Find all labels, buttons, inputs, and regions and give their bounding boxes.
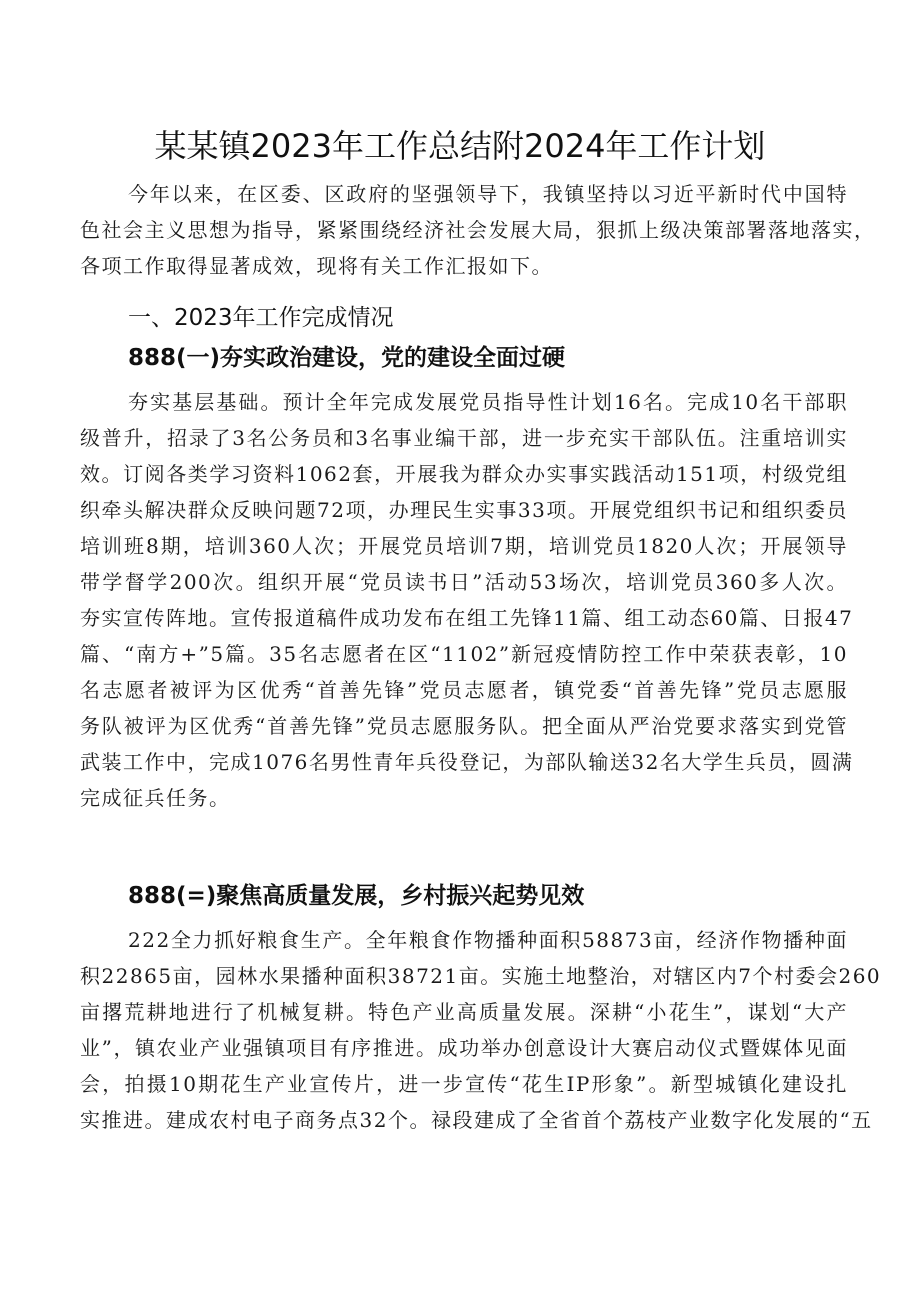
text-line: 积22865亩，园林水果播种面积38721亩。实施土地整治，对辖区内7个村委会260 xyxy=(80,964,882,988)
text-line: 完成征兵任务。 xyxy=(80,786,231,810)
text-line: 带学督学200次。组织开展“党员读书日”活动53场次，培训党员360多人次。 xyxy=(80,570,848,594)
text-line: 夯实宣传阵地。宣传报道稿件成功发布在组工先锋11篇、组工动态60篇、日报47 xyxy=(80,606,854,630)
section-heading: 一、2023年工作完成情况 xyxy=(128,305,394,331)
subsection-heading: 888(=)聚焦高质量发展，乡村振兴起势见效 xyxy=(128,883,585,909)
text-line: 会，拍摄10期花生产业宣传片，进一步宣传“花生IP形象”。新型城镇化建设扎 xyxy=(80,1072,848,1096)
text-line: 业”，镇农业产业强镇项目有序推进。成功举办创意设计大赛启动仪式暨媒体见面 xyxy=(80,1036,848,1060)
intro-paragraph xyxy=(80,176,876,284)
text-line: 今年以来，在区委、区政府的坚强领导下，我镇坚持以习近平新时代中国特 xyxy=(128,182,848,206)
text-line: 实推进。建成农村电子商务点32个。禄段建成了全省首个荔枝产业数字化发展的“五 xyxy=(80,1108,873,1132)
text-line: 各项工作取得显著成效，现将有关工作汇报如下。 xyxy=(80,254,553,278)
subsection-heading: 888(一)夯实政治建设，党的建设全面过硬 xyxy=(128,345,566,371)
text-line: 名志愿者被评为区优秀“首善先锋”党员志愿者，镇党委“首善先锋”党员志愿服 xyxy=(80,678,848,702)
body-paragraph-2 xyxy=(80,922,882,1138)
text-line: 亩撂荒耕地进行了机械复耕。特色产业高质量发展。深耕“小花生”，谋划“大产 xyxy=(80,1000,848,1024)
body-paragraph-1 xyxy=(80,384,854,816)
text-line: 色社会主义思想为指导，紧紧围绕经济社会发展大局，狠抓上级决策部署落地落实， xyxy=(80,218,876,242)
text-line: 培训班8期，培训360人次；开展党员培训7期，培训党员1820人次；开展领导 xyxy=(80,534,848,558)
text-line: 夯实基层基础。预计全年完成发展党员指导性计划16名。完成10名干部职 xyxy=(128,390,848,414)
text-line: 武装工作中，完成1076名男性青年兵役登记，为部队输送32名大学生兵员，圆满 xyxy=(80,750,854,774)
text-line: 级普升，招录了3名公务员和3名事业编干部，进一步充实干部队伍。注重培训实 xyxy=(80,426,848,450)
text-line: 222全力抓好粮食生产。全年粮食作物播种面积58873亩，经济作物播种面 xyxy=(128,928,848,952)
document-title: 某某镇2023年工作总结附2024年工作计划 xyxy=(154,127,766,165)
text-line: 篇、“南方+”5篇。35名志愿者在区“1102”新冠疫情防控工作中荣获表彰，10 xyxy=(80,642,848,666)
text-line: 效。订阅各类学习资料1062套，开展我为群众办实事实践活动151项，村级党组 xyxy=(80,462,848,486)
text-line: 务队被评为区优秀“首善先锋”党员志愿服务队。把全面从严治党要求落实到党管 xyxy=(80,714,848,738)
text-line: 织牵头解决群众反映问题72项，办理民生实事33项。开展党组织书记和组织委员 xyxy=(80,498,848,522)
